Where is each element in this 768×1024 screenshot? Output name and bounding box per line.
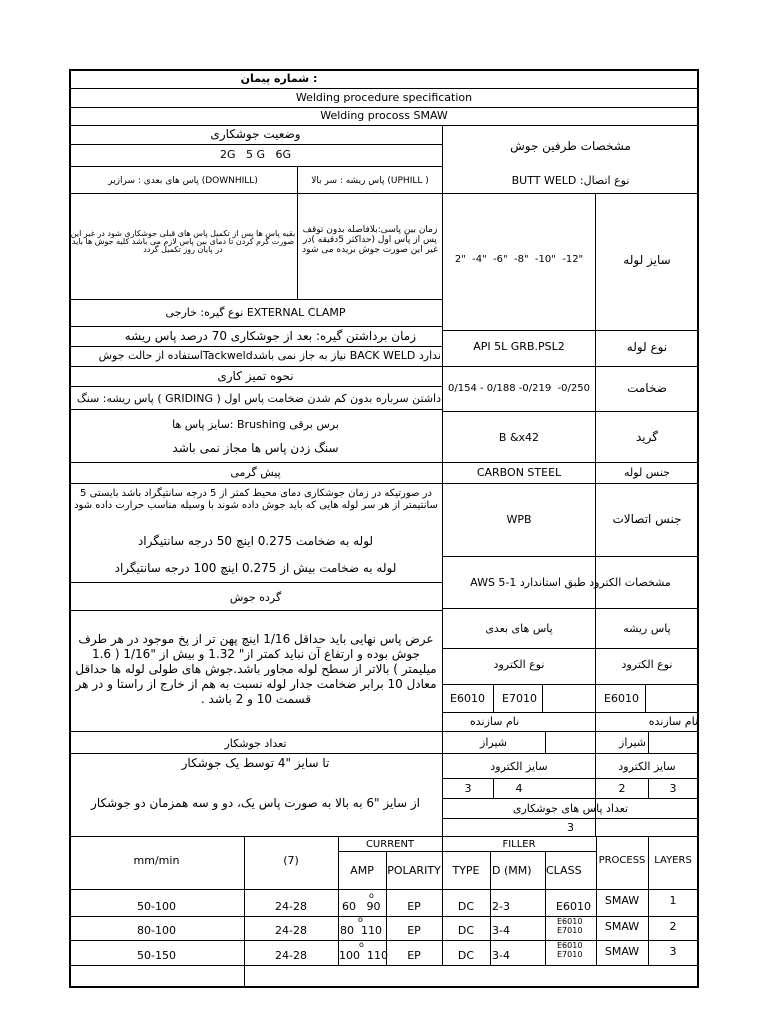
maker-label-next: نام سازنده [470, 715, 520, 728]
pipe-type-value: API 5L GRB.PSL2 [473, 340, 565, 353]
thickness-label: ضخامت [627, 381, 667, 395]
electrode-type-label-next: نوع الکترود [493, 658, 545, 671]
maker-next: شیراز [480, 736, 507, 749]
row1-degree-mark: o [369, 891, 374, 900]
row2-volt: 24-28 [275, 924, 307, 937]
preheat-label: پیش گرمی [230, 466, 281, 479]
speed-header: mm/min [133, 854, 180, 867]
welding-position-value: 2G 5 G 6G [219, 148, 292, 161]
process-header: PROCESS [598, 855, 646, 866]
electrode-standard-label: مشخصات الکترود طبق استاندارد AWS 5-1 [470, 576, 671, 589]
electrode-size-root-1: 2 [618, 782, 626, 795]
row1-polarity: EP [407, 900, 421, 913]
row3-degree-mark: o [359, 940, 364, 949]
row2-degree-mark: o [358, 915, 363, 924]
row3-layer: 3 [669, 945, 677, 958]
electrode-type-next-1: E6010 [450, 692, 485, 705]
preheat-thick-pipe: لوله به ضخامت بیش از 0.275 اینچ 100 درجه سانتیگراد [114, 561, 397, 575]
bead-note: عرض پاس نهایی باید حداقل 1/16 اینچ پهن تر از پخ موجود در هر طرف جوش بوده و ارتفاع آن نباید کمتر از" 1.32 و بیش از "1/16 ( 1.6 میلیمتر ) بالاتر از سطح لوله مجاور باشد.جوش های طولی لوله ها حداقل معادل 10 برابر ضخامت جدار لوله نسبت به هم از خارج از راستا و در هر قسمت 10 و 2 باشد . [75, 632, 437, 706]
bead-label: گرده جوش [229, 591, 282, 604]
process-title: Welding procoss SMAW [320, 109, 448, 122]
electrode-size-root-2: 3 [669, 782, 677, 795]
fittings-label: جنس اتصالات [612, 512, 682, 526]
row1-class: E6010 [556, 900, 591, 913]
row3-amp: 100 110 [339, 949, 388, 962]
row1-process: SMAW [604, 894, 640, 907]
preheat-thin-pipe: لوله به ضخامت 0.275 اینچ 50 درجه سانتیگراد [137, 534, 374, 548]
electrode-type-next-2: E7010 [502, 692, 537, 705]
downhill-pass-note: بقیه پاس ها پس از تکمیل پاس های قبلی جوشکاری شود در غیر این صورت گرم کردن تا دمای بین پاس لازم می باشد کلیه جوش ها باید در پایان روز تکمیل گردد [70, 229, 296, 254]
cleaning-root-pass: داشتن سرباره بدون کم شدن ضخامت پاس اول ( GRIDING ) پاس ریشه: سنگ [76, 392, 441, 405]
contract-number: شماره پیمان : [240, 72, 318, 85]
electrode-size-next-2: 4 [515, 782, 523, 795]
row3-speed: 50-150 [137, 949, 176, 962]
fittings-value: WPB [506, 513, 532, 526]
electrode-size-next-1: 3 [464, 782, 472, 795]
row2-class-1: E6010 [557, 917, 583, 926]
row3-volt: 24-28 [275, 949, 307, 962]
welders-line-1: تا سایز "4 توسط یک جوشکار [181, 756, 330, 770]
row1-speed: 50-100 [137, 900, 176, 913]
current-header: CURRENT [365, 839, 415, 850]
row2-class-2: E7010 [557, 926, 583, 935]
pipe-size-value: 2" -4" -6" -8" -10" -12" [454, 254, 584, 265]
root-pass-header: پاس ریشه [623, 622, 671, 635]
back-weld-note: ندارد BACK WELD نیاز به جاز نمی باشدTackweldاستفاده از حالت جوش [98, 349, 441, 362]
row3-class-2: E7010 [557, 950, 583, 959]
material-value: CARBON STEEL [476, 466, 562, 479]
grade-value: B &x42 [498, 431, 540, 444]
downhill-pass-label: (DOWNHILL) پاس های بعدی : سرازیر [108, 176, 258, 186]
row2-process: SMAW [604, 920, 640, 933]
weld-passes-value: 3 [567, 821, 574, 834]
material-label: جنس لوله [624, 466, 670, 479]
preheat-note: در صورتیکه در زمان جوشکاری دمای محیط کمتر از 5 درجه سانتیگراد باشد بایستی 5 سانتیمتر از هر سر لوله هایی که باید جوش داده شوند با وسیله مناسب حرارت داده شود [74, 488, 438, 511]
layers-header: LAYERS [654, 855, 692, 866]
welders-label: تعداد جوشکار [224, 737, 287, 750]
cleaning-brushing: برس برقی Brushing :سایز پاس ها [172, 418, 339, 431]
class-header: CLASS [546, 864, 582, 877]
d-header: D (MM) [492, 864, 532, 877]
grade-label: گرید [636, 430, 658, 444]
row2-polarity: EP [407, 924, 421, 937]
pipe-size-label: سایز لوله [623, 253, 671, 267]
connection-type: نوع اتصال: BUTT WELD [511, 174, 630, 187]
row1-layer: 1 [669, 894, 677, 907]
row3-process: SMAW [604, 945, 640, 958]
row3-d: 3-4 [492, 949, 510, 962]
type-header: TYPE [452, 864, 480, 877]
row2-amp: 80 110 [340, 924, 382, 937]
row1-d: 2-3 [492, 900, 510, 913]
amp-header: AMP [350, 864, 374, 877]
row2-speed: 80-100 [137, 924, 176, 937]
row2-layer: 2 [669, 920, 677, 933]
thickness-value: 0/154 - 0/188 -0/219 -0/250 [448, 383, 590, 394]
electrode-size-label-root: سایز الکترود [618, 760, 676, 773]
clamp-type: EXTERNAL CLAMP نوع گیره: خارجی [165, 306, 346, 319]
cleaning-no-grinding: سنگ زدن پاس ها مجاز نمی باشد [172, 441, 339, 455]
maker-label-root: نام سازنده [648, 715, 698, 728]
row3-class-1: E6010 [557, 941, 583, 950]
maker-root: شیراز [619, 736, 646, 749]
welders-line-2: از سایز "6 به بالا به صورت پاس یک، دو و سه همزمان دو جوشکار [91, 796, 420, 810]
electrode-size-label-next: سایز الکترود [490, 760, 548, 773]
cleaning-label: نحوه تمیز کاری [217, 369, 294, 383]
voltage-header: (7) [283, 854, 299, 867]
wps-title: Welding procedure specification [295, 91, 473, 104]
polarity-header: POLARITY [387, 864, 441, 877]
electrode-type-label-root: نوع الکترود [621, 658, 673, 671]
row2-type: DC [457, 924, 475, 937]
weld-passes-label: تعداد پاس های جوشکاری [512, 802, 629, 815]
welding-position-label: وضعیت جوشکاری [210, 127, 301, 141]
row3-polarity: EP [407, 949, 421, 962]
row2-d: 3-4 [492, 924, 510, 937]
clamp-removal-time: زمان برداشتن گیره: بعد از جوشکاری 70 درصد پاس ریشه [124, 329, 416, 343]
next-passes-header: پاس های بعدی [485, 622, 553, 635]
filler-header: FILLER [502, 839, 536, 850]
electrode-type-root: E6010 [604, 692, 639, 705]
uphill-pass-note: زمان بین پاسی:بلافاصله بدون توقف پس از پاس اول (حداکثر 5دقیقه )در غیر این صورت جوش بریده می شود [302, 225, 438, 255]
pipe-type-label: نوع لوله [626, 340, 668, 354]
row1-type: DC [457, 900, 475, 913]
row1-volt: 24-28 [275, 900, 307, 913]
row3-type: DC [457, 949, 475, 962]
uphill-pass-label: ( UPHILL) پاس ریشه : سر بالا [311, 176, 429, 186]
joint-spec-label: مشخصات طرفین جوش [510, 139, 631, 153]
row1-amp: 60 90 [342, 900, 381, 913]
